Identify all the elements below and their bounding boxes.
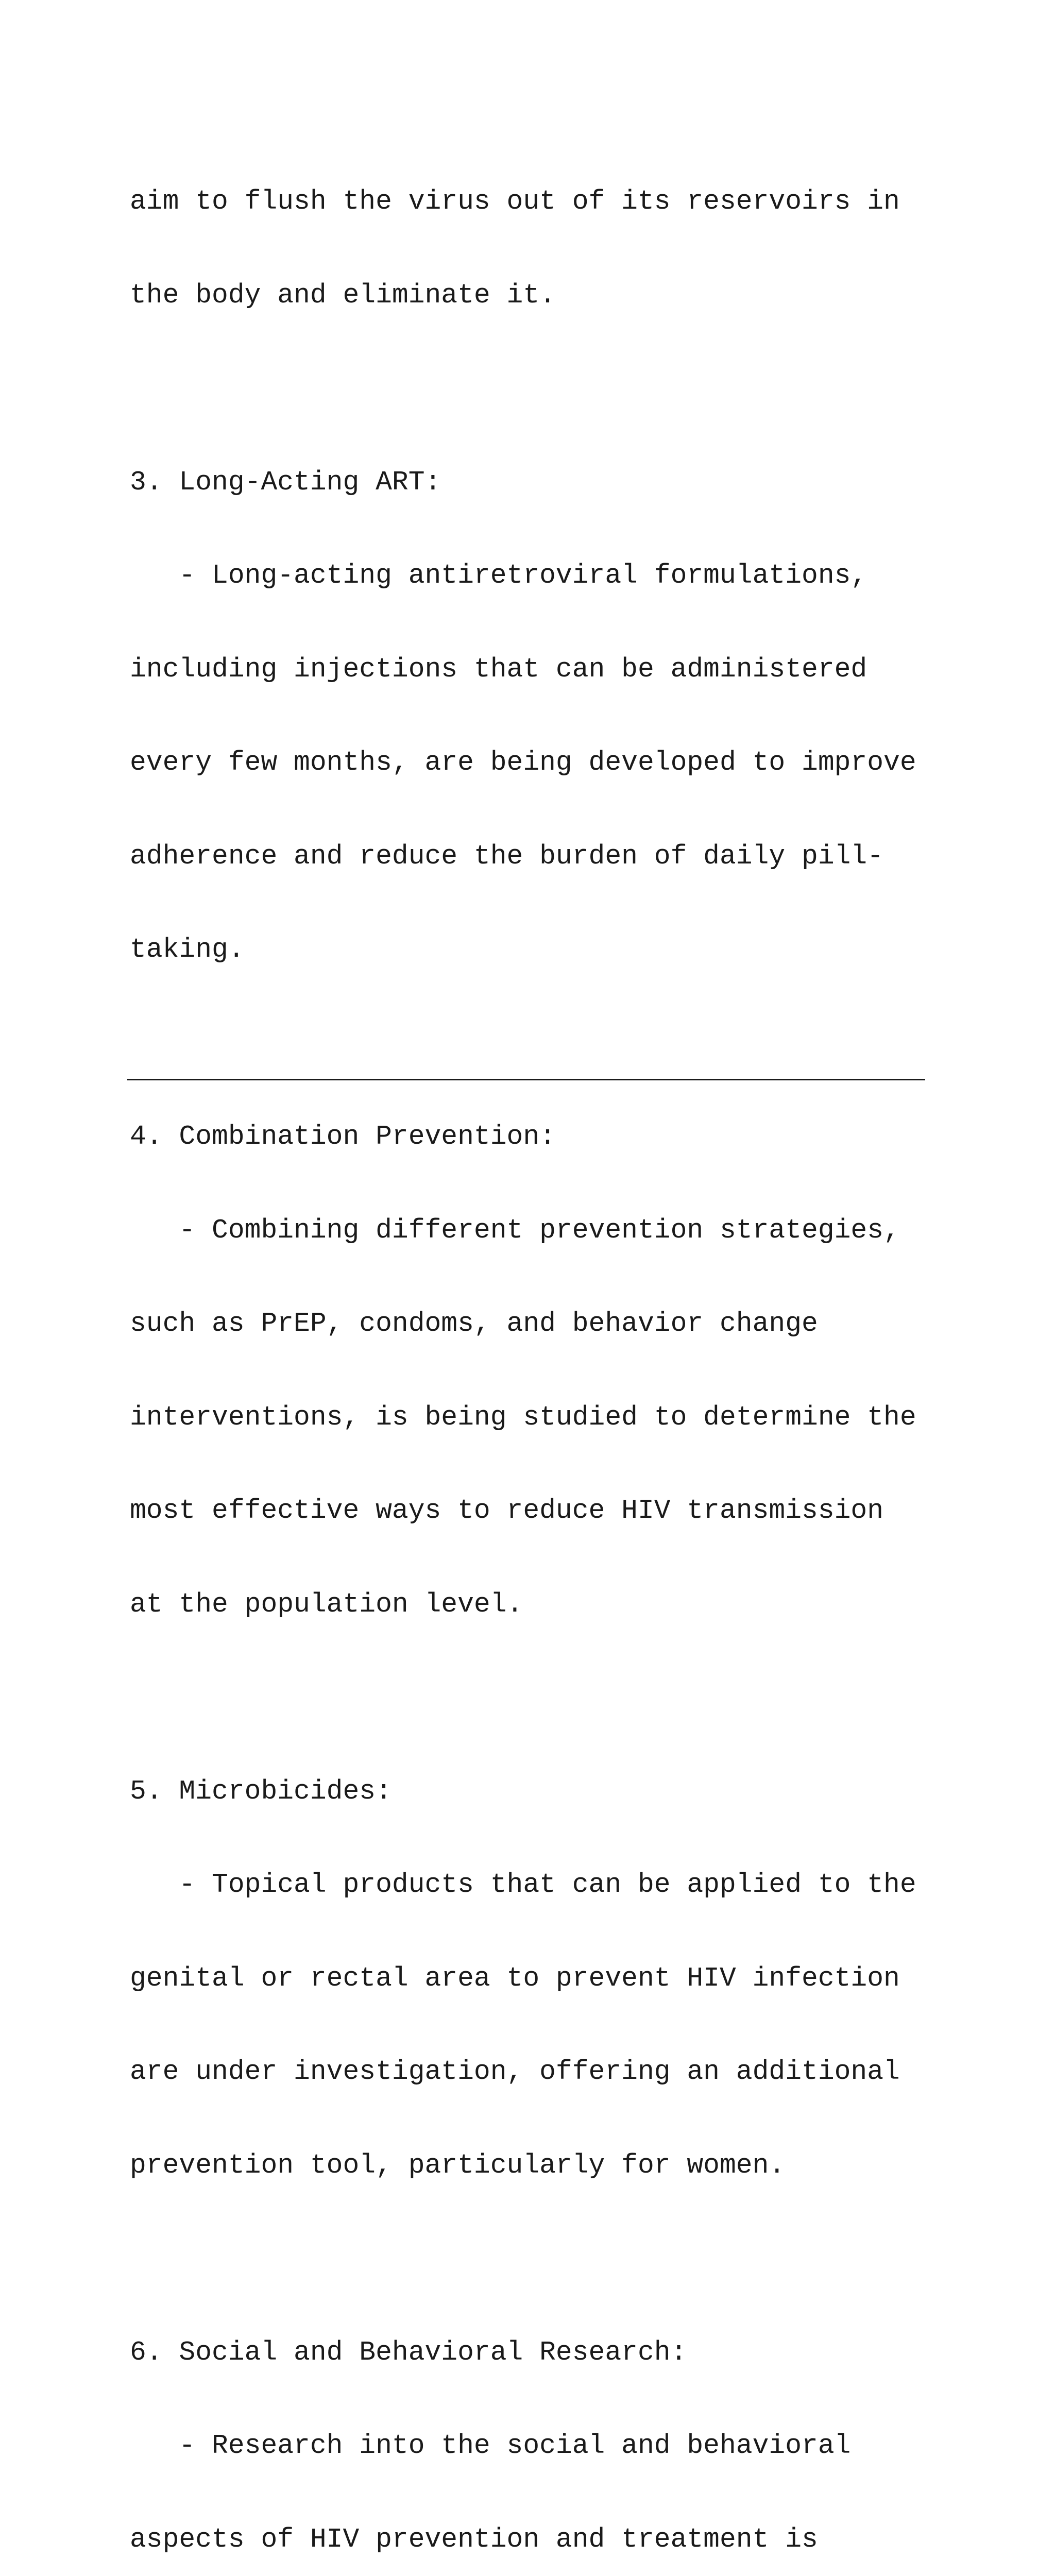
text-line: most effective ways to reduce HIV transmission — [130, 1495, 884, 1526]
blank-line — [130, 373, 933, 404]
text-line: aim to flush the virus out of its reservoirs in — [130, 186, 900, 217]
text-line: every few months, are being developed to improve — [130, 747, 916, 778]
horizontal-rule — [127, 1079, 925, 1080]
text-line: genital or rectal area to prevent HIV infection — [130, 1962, 900, 1994]
blank-line — [130, 2243, 933, 2275]
text-line: prevention tool, particularly for women. — [130, 2149, 786, 2181]
text-line: adherence and reduce the burden of daily pill- — [130, 840, 884, 872]
text-line: aspects of HIV prevention and treatment is — [130, 2523, 818, 2555]
text-line: the body and eliminate it. — [130, 279, 556, 311]
text-line: taking. — [130, 934, 245, 965]
blank-line — [130, 1028, 933, 1059]
text-line: - Topical products that can be applied to the — [130, 1869, 916, 1900]
text-line: - Research into the social and behavioral — [130, 2430, 851, 2461]
text-line: at the population level. — [130, 1588, 523, 1620]
text-line: - Long-acting antiretroviral formulations, — [130, 560, 867, 591]
section-heading-combination-prevention: 4. Combination Prevention: — [130, 1121, 556, 1152]
text-line: including injections that can be administered — [130, 653, 867, 685]
blank-line — [130, 1682, 933, 1714]
section-heading-long-acting-art: 3. Long-Acting ART: — [130, 466, 441, 498]
text-line: such as PrEP, condoms, and behavior change — [130, 1308, 818, 1339]
text-line: interventions, is being studied to determine the — [130, 1401, 916, 1433]
section-heading-social-behavioral-research: 6. Social and Behavioral Research: — [130, 2336, 687, 2368]
text-line: are under investigation, offering an additional — [130, 2056, 900, 2087]
document-body — [130, 124, 933, 2576]
text-line: - Combining different prevention strategies, — [130, 1214, 900, 1246]
section-heading-microbicides: 5. Microbicides: — [130, 1775, 392, 1807]
